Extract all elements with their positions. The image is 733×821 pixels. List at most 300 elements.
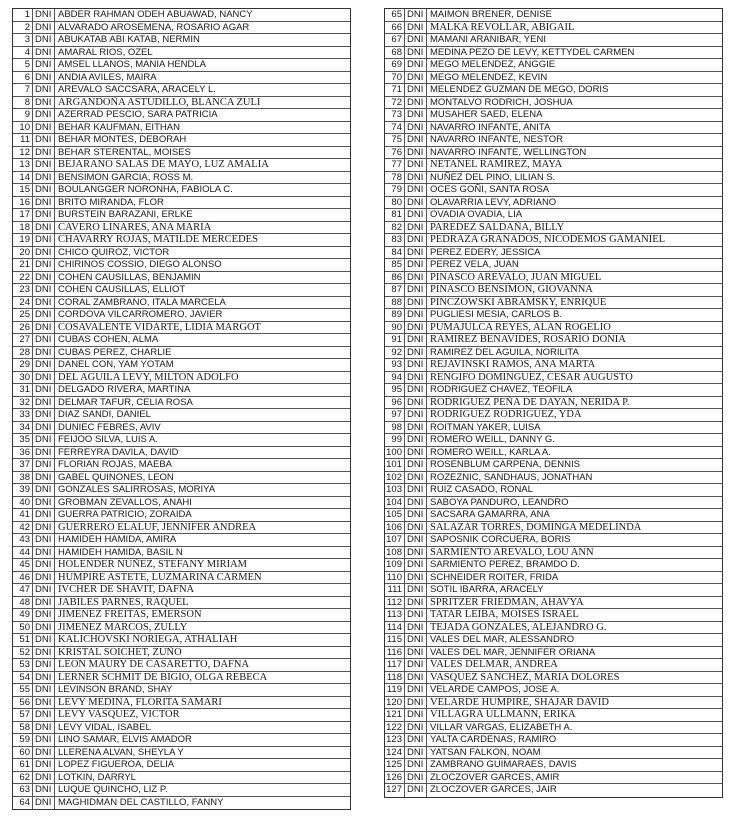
document-type: DNI	[405, 172, 427, 184]
person-name: DELGADO RIVERA, MARTINA	[58, 384, 191, 395]
document-type: DNI	[405, 309, 427, 321]
row-number: 18	[13, 222, 33, 234]
person-name: ALVARADO AROSEMENA, ROSARIO AGAR	[58, 21, 250, 33]
person-name: CORDOVA VILCARROMERO, JAVIER	[58, 309, 223, 320]
row-number: 77	[385, 159, 405, 171]
person-name: LEVY MEDINA, FLORITA SAMARI	[58, 696, 222, 708]
document-type: DNI	[405, 72, 427, 84]
row-number: 118	[385, 672, 405, 684]
person-name: ARGANDOÑA ASTUDILLO, BLANCA ZULI	[58, 96, 261, 108]
row-number: 111	[385, 584, 405, 596]
table-row	[13, 122, 350, 135]
document-type: DNI	[33, 672, 55, 684]
table-row	[385, 9, 722, 22]
row-number: 28	[13, 347, 33, 359]
table-row	[385, 747, 722, 760]
row-number: 65	[385, 9, 405, 21]
document-type: DNI	[405, 297, 427, 309]
table-row	[385, 84, 722, 97]
document-type: DNI	[33, 34, 55, 46]
person-name: ZLOCZOVER GARCES, JAIR	[430, 784, 557, 795]
row-number: 72	[385, 97, 405, 109]
person-name: BURSTEIN BARAZANI, ERLKE	[58, 209, 193, 220]
row-number: 124	[385, 747, 405, 759]
table-row	[13, 384, 350, 397]
person-name: KALICHOVSKI NORIEGA, ATHALIAH	[58, 634, 238, 645]
table-row	[13, 284, 350, 297]
table-row	[385, 634, 722, 647]
person-name: PEDRAZA GRANADOS, NICODEMOS GAMANIEL	[430, 234, 666, 245]
person-name: AZERRAD PESCIO, SARA PATRICIA	[58, 109, 218, 120]
document-type: DNI	[405, 759, 427, 771]
document-type: DNI	[405, 247, 427, 259]
document-type: DNI	[405, 359, 427, 371]
document-type: DNI	[405, 709, 427, 721]
document-type: DNI	[405, 209, 427, 221]
table-row	[385, 509, 722, 522]
row-number: 97	[385, 409, 405, 421]
row-number: 55	[13, 684, 33, 696]
table-row	[13, 509, 350, 522]
row-number: 10	[13, 122, 33, 134]
row-number: 110	[385, 572, 405, 584]
person-name: RODRIGUEZ RODRIGUEZ, YDA	[430, 409, 582, 420]
row-number: 69	[385, 59, 405, 71]
row-number: 119	[385, 684, 405, 696]
row-number: 101	[385, 459, 405, 471]
person-name: TATAR LEIBA, MOISES ISRAEL	[430, 609, 579, 620]
table-row	[13, 222, 350, 235]
person-name: FEIJOO SILVA, LUIS A.	[58, 434, 158, 445]
person-name: MAIMON BRENER, DENISE	[430, 9, 552, 20]
person-name: COHEN CAUSILLAS, ELLIOT	[58, 284, 186, 295]
table-row	[385, 422, 722, 435]
table-row	[13, 197, 350, 210]
row-number: 33	[13, 409, 33, 421]
document-type: DNI	[405, 497, 427, 509]
row-number: 107	[385, 534, 405, 546]
table-row	[13, 522, 350, 535]
table-row	[385, 322, 722, 335]
table-row	[385, 47, 722, 60]
person-name: DUNIEC FEBRES, AVIV	[58, 421, 161, 433]
table-row	[385, 134, 722, 147]
person-name: VILLAGRA ULLMANN, ERIKA	[430, 709, 576, 720]
table-row	[13, 109, 350, 122]
person-name: FLORIAN ROJAS, MAEBA	[58, 459, 173, 470]
document-type: DNI	[405, 684, 427, 696]
person-name: MALKA REVOLLAR, ABIGAIL	[430, 21, 575, 33]
document-type: DNI	[33, 197, 55, 209]
person-name: DELMAR TAFUR, CELIA ROSA	[58, 396, 193, 408]
document-type: DNI	[33, 559, 55, 571]
person-name: DEL AGUILA LEVY, MILTON ADOLFO	[58, 371, 239, 383]
table-row	[13, 22, 350, 35]
document-type: DNI	[33, 209, 55, 221]
row-number: 67	[385, 34, 405, 46]
person-name: LEVY VIDAL, ISABEL	[58, 721, 151, 733]
document-type: DNI	[33, 522, 55, 534]
table-row	[13, 59, 350, 72]
row-number: 125	[385, 759, 405, 771]
document-type: DNI	[405, 597, 427, 609]
person-name: MUSAHER SAED, ELENA	[430, 109, 543, 120]
row-number: 44	[13, 547, 33, 559]
document-type: DNI	[405, 284, 427, 296]
table-row	[13, 334, 350, 347]
table-row	[13, 709, 350, 722]
table-row	[13, 584, 350, 597]
row-number: 86	[385, 272, 405, 284]
row-number: 51	[13, 634, 33, 646]
person-name: TEJADA GONZALES, ALEJANDRO G.	[430, 621, 607, 633]
person-name: PEREZ VELA, JUAN	[430, 259, 519, 270]
table-row	[385, 684, 722, 697]
row-number: 76	[385, 147, 405, 159]
document-type: DNI	[405, 784, 427, 797]
row-number: 74	[385, 122, 405, 134]
document-type: DNI	[33, 484, 55, 496]
table-row	[13, 147, 350, 160]
document-type: DNI	[405, 22, 427, 34]
person-name: RODRIGUEZ CHAVEZ, TEOFILA	[430, 384, 573, 395]
table-row	[385, 734, 722, 747]
table-row	[385, 384, 722, 397]
document-type: DNI	[405, 347, 427, 359]
table-row	[13, 472, 350, 485]
person-name: LEON MAURY DE CASARETTO, DAFNA	[58, 659, 250, 670]
person-name: NAVARRO INFANTE, WELLINGTON	[430, 146, 587, 158]
person-name: FERREYRA DAVILA, DAVID	[58, 446, 179, 458]
table-row	[385, 184, 722, 197]
person-name: CUBAS PEREZ, CHARLIE	[58, 346, 172, 358]
table-row	[13, 609, 350, 622]
row-number: 57	[13, 709, 33, 721]
person-name: NETANEL RAMIREZ, MAYA	[430, 159, 563, 170]
row-number: 68	[385, 47, 405, 59]
table-row	[385, 459, 722, 472]
table-row	[13, 372, 350, 385]
row-number: 20	[13, 247, 33, 259]
table-row	[385, 372, 722, 385]
row-number: 78	[385, 172, 405, 184]
table-row	[13, 209, 350, 222]
row-number: 116	[385, 647, 405, 659]
row-number: 84	[385, 247, 405, 259]
person-name: JIMENEZ MARCOS, ZULLY	[58, 621, 188, 633]
person-name: SPRITZER FRIEDMAN, AHAVYA	[430, 596, 584, 608]
row-number: 13	[13, 159, 33, 171]
document-type: DNI	[405, 484, 427, 496]
person-name: MAGHIDMAN DEL CASTILLO, FANNY	[58, 796, 224, 808]
row-number: 49	[13, 609, 33, 621]
document-type: DNI	[405, 59, 427, 71]
document-type: DNI	[405, 422, 427, 434]
document-type: DNI	[33, 534, 55, 546]
table-row	[13, 359, 350, 372]
document-type: DNI	[33, 747, 55, 759]
person-name: RAMIREZ BENAVIDES, ROSARIO DONIA	[430, 334, 626, 345]
person-name: DIAZ SANDI, DANIEL	[58, 409, 151, 420]
table-row	[385, 772, 722, 785]
table-row	[13, 634, 350, 647]
table-row	[385, 497, 722, 510]
person-name: GROBMAN ZEVALLOS, ANAHI	[58, 496, 192, 508]
table-row	[13, 672, 350, 685]
document-type: DNI	[33, 472, 55, 484]
table-row	[385, 334, 722, 347]
table-row	[385, 584, 722, 597]
document-type: DNI	[405, 84, 427, 96]
row-number: 104	[385, 497, 405, 509]
person-name: HAMIDEH HAMIDA, BASIL N	[58, 546, 183, 558]
person-name: SAPOSNIK CORCUERA, BORIS	[430, 534, 571, 545]
document-type: DNI	[33, 759, 55, 771]
table-row	[385, 209, 722, 222]
row-number: 30	[13, 372, 33, 384]
roster-table-right	[384, 8, 723, 798]
row-number: 71	[385, 84, 405, 96]
table-row	[385, 122, 722, 135]
row-number: 19	[13, 234, 33, 246]
document-type: DNI	[33, 509, 55, 521]
table-row	[385, 272, 722, 285]
person-name: GUERRA PATRICIO, ZORAIDA	[58, 509, 192, 520]
person-name: SOTIL IBARRA, ARACELY	[430, 584, 544, 595]
person-name: VELARDE CAMPOS, JOSE A.	[430, 684, 560, 695]
person-name: PEREZ EDERY, JESSICA	[430, 246, 541, 258]
table-row	[13, 322, 350, 335]
person-name: JIMENEZ FREITAS, EMERSON	[58, 609, 202, 620]
document-type: DNI	[405, 584, 427, 596]
person-name: ZLOCZOVER GARCES, AMIR	[430, 771, 560, 783]
document-type: DNI	[405, 134, 427, 146]
document-type: DNI	[405, 547, 427, 559]
table-row	[13, 72, 350, 85]
table-row	[13, 297, 350, 310]
document-type: DNI	[33, 722, 55, 734]
table-row	[385, 247, 722, 260]
row-number: 89	[385, 309, 405, 321]
person-name: SARMIENTO AREVALO, LOU ANN	[430, 546, 594, 558]
row-number: 11	[13, 134, 33, 146]
table-row	[13, 434, 350, 447]
row-number: 75	[385, 134, 405, 146]
document-type: DNI	[33, 572, 55, 584]
person-name: MAMANI ARANIBAR, YENI	[430, 34, 546, 45]
document-type: DNI	[33, 184, 55, 196]
document-type: DNI	[33, 609, 55, 621]
person-name: OVADIA OVADIA, LIA	[430, 209, 523, 220]
table-row	[385, 409, 722, 422]
document-type: DNI	[33, 247, 55, 259]
document-type: DNI	[33, 122, 55, 134]
document-type: DNI	[33, 772, 55, 784]
table-row	[385, 697, 722, 710]
row-number: 52	[13, 647, 33, 659]
row-number: 115	[385, 634, 405, 646]
table-row	[385, 522, 722, 535]
row-number: 80	[385, 197, 405, 209]
document-type: DNI	[33, 784, 55, 796]
row-number: 24	[13, 297, 33, 309]
person-name: ANDIA AVILES, MAIRA	[58, 71, 157, 83]
row-number: 79	[385, 184, 405, 196]
table-row	[385, 484, 722, 497]
person-name: JABILES PARNES, RAQUEL	[58, 596, 189, 608]
row-number: 14	[13, 172, 33, 184]
document-type: DNI	[33, 372, 55, 384]
person-name: LLERENA ALVAN, SHEYLA Y	[58, 746, 184, 758]
person-name: BRITO MIRANDA, FLOR	[58, 196, 164, 208]
person-name: VALES DEL MAR, JENNIFER ORIANA	[430, 646, 596, 658]
document-type: DNI	[405, 197, 427, 209]
table-row	[13, 97, 350, 110]
document-type: DNI	[33, 584, 55, 596]
row-number: 8	[13, 97, 33, 109]
row-number: 126	[385, 772, 405, 784]
roster-table-left	[12, 8, 351, 810]
person-name: RUIZ CASADO, RONAL	[430, 484, 533, 495]
row-number: 2	[13, 22, 33, 34]
table-row	[385, 159, 722, 172]
person-name: VALES DEL MAR, ALESSANDRO	[430, 634, 575, 645]
document-type: DNI	[405, 397, 427, 409]
person-name: SARMIENTO PEREZ, BRAMDO D.	[430, 559, 580, 570]
person-name: RENGIFO DOMINGUEZ, CESAR AUGUSTO	[430, 371, 633, 383]
table-row	[13, 259, 350, 272]
document-type: DNI	[33, 347, 55, 359]
row-number: 59	[13, 734, 33, 746]
row-number: 35	[13, 434, 33, 446]
table-row	[385, 22, 722, 35]
table-row	[13, 659, 350, 672]
table-row	[13, 572, 350, 585]
document-type: DNI	[405, 609, 427, 621]
person-name: NAVARRO INFANTE, NESTOR	[430, 134, 564, 145]
person-name: KRISTAL SOICHET, ZUÑO	[58, 646, 182, 658]
document-type: DNI	[33, 172, 55, 184]
row-number: 37	[13, 459, 33, 471]
document-type: DNI	[33, 622, 55, 634]
document-type: DNI	[405, 409, 427, 421]
document-type: DNI	[33, 409, 55, 421]
document-type: DNI	[405, 259, 427, 271]
person-name: MELENDEZ GUZMAN DE MEGO, DORIS	[430, 84, 609, 95]
table-row	[13, 347, 350, 360]
table-row	[385, 559, 722, 572]
table-row	[13, 409, 350, 422]
person-name: AMSEL LLANOS, MANIA HENDLA	[58, 59, 207, 70]
table-row	[385, 359, 722, 372]
person-name: BEHAR STERENTAL, MOISES	[58, 146, 191, 158]
row-number: 47	[13, 584, 33, 596]
document-type: DNI	[33, 47, 55, 59]
table-row	[13, 234, 350, 247]
document-type: DNI	[33, 72, 55, 84]
table-row	[385, 597, 722, 610]
row-number: 81	[385, 209, 405, 221]
person-name: MEGO MELENDEZ, KEVIN	[430, 71, 548, 83]
table-row	[13, 772, 350, 785]
row-number: 40	[13, 497, 33, 509]
row-number: 117	[385, 659, 405, 671]
row-number: 127	[385, 784, 405, 797]
document-type: DNI	[405, 272, 427, 284]
table-row	[385, 709, 722, 722]
document-type: DNI	[33, 697, 55, 709]
document-type: DNI	[405, 672, 427, 684]
row-number: 6	[13, 72, 33, 84]
document-type: DNI	[33, 22, 55, 34]
table-row	[13, 247, 350, 260]
row-number: 7	[13, 84, 33, 96]
row-number: 34	[13, 422, 33, 434]
document-type: DNI	[33, 147, 55, 159]
person-name: CHIRINOS COSSIO, DIEGO ALONSO	[58, 259, 222, 270]
document-type: DNI	[405, 97, 427, 109]
document-type: DNI	[405, 122, 427, 134]
row-number: 87	[385, 284, 405, 296]
row-number: 83	[385, 234, 405, 246]
table-row	[385, 397, 722, 410]
row-number: 22	[13, 272, 33, 284]
person-name: CUBAS COHEN, ALMA	[58, 334, 159, 345]
document-type: DNI	[405, 647, 427, 659]
person-name: VASQUEZ SANCHEZ, MARIA DOLORES	[430, 671, 620, 683]
table-row	[385, 97, 722, 110]
person-name: MEGO MELENDEZ, ANGGIE	[430, 59, 556, 70]
row-number: 50	[13, 622, 33, 634]
person-name: LERNER SCHMIT DE BIGIO, OLGA REBECA	[58, 671, 268, 683]
document-type: DNI	[33, 59, 55, 71]
row-number: 17	[13, 209, 33, 221]
person-name: SCHNEIDER ROITER, FRIDA	[430, 571, 559, 583]
table-row	[385, 472, 722, 485]
document-type: DNI	[33, 397, 55, 409]
person-name: VALES DELMAR, ANDREA	[430, 659, 558, 670]
person-name: VELARDE HUMPIRE, SHAJAR DAVID	[430, 696, 609, 708]
person-name: BOULANGGER NORONHA, FABIOLA C.	[58, 184, 233, 195]
row-number: 43	[13, 534, 33, 546]
table-row	[385, 297, 722, 310]
person-name: HOLENDER NUÑEZ, STEFANY MIRIAM	[58, 559, 247, 570]
row-number: 4	[13, 47, 33, 59]
person-name: GUERRERO ELALUF, JENNIFER ANDREA	[58, 521, 257, 533]
table-row	[385, 259, 722, 272]
document-type: DNI	[33, 709, 55, 721]
row-number: 12	[13, 147, 33, 159]
person-name: MEDINA PEZO DE LEVY, KETTYDEL CARMEN	[430, 46, 635, 58]
row-number: 46	[13, 572, 33, 584]
person-name: CAVERO LINARES, ANA MARIA	[58, 221, 212, 233]
row-number: 62	[13, 772, 33, 784]
document-type: DNI	[405, 722, 427, 734]
table-row	[13, 784, 350, 797]
table-row	[385, 434, 722, 447]
table-row	[13, 647, 350, 660]
document-type: DNI	[33, 684, 55, 696]
row-number: 56	[13, 697, 33, 709]
document-type: DNI	[405, 334, 427, 346]
row-number: 41	[13, 509, 33, 521]
person-name: SALAZAR TORRES, DOMINGA MEDELINDA	[430, 521, 642, 533]
document-type: DNI	[405, 184, 427, 196]
person-name: SABOYA PANDURO, LEANDRO	[430, 496, 569, 508]
table-row	[385, 172, 722, 185]
person-name: PINASCO AREVALO, JUAN MIGUEL	[430, 271, 602, 283]
document-type: DNI	[33, 647, 55, 659]
